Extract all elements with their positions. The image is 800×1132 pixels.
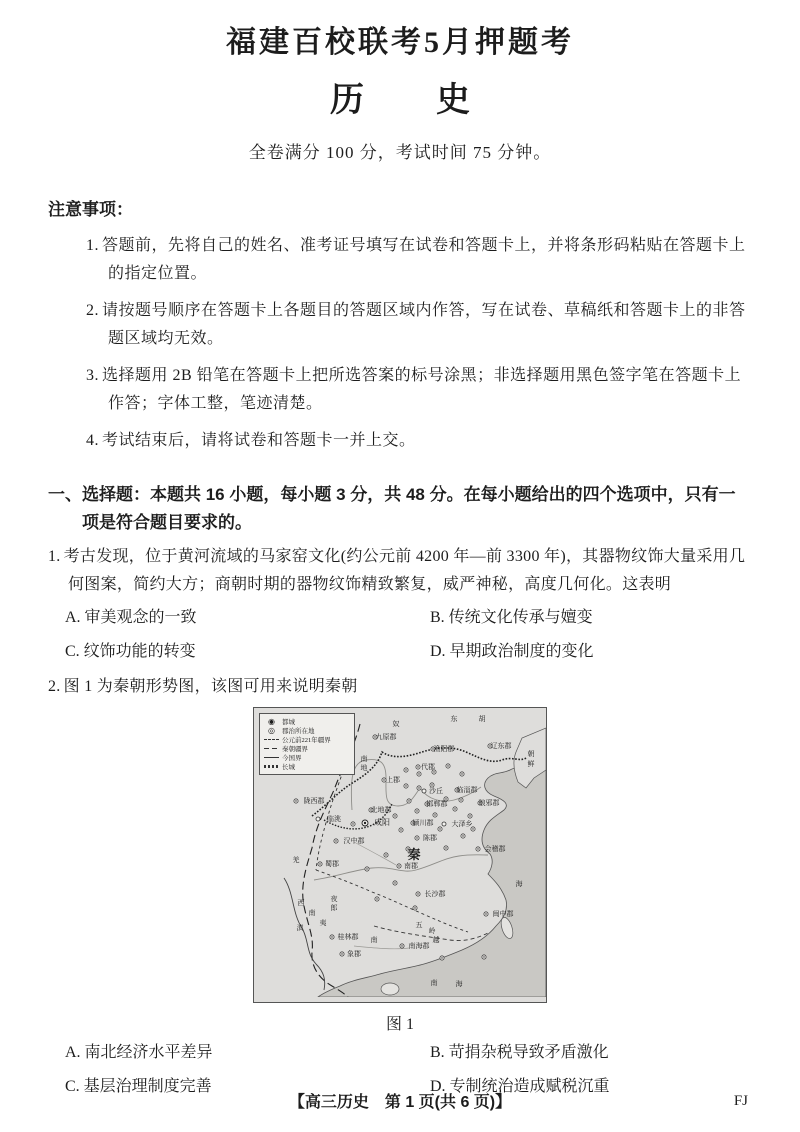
question-2-option-b: B. 苛捐杂税导致矛盾激化 bbox=[430, 1044, 609, 1061]
site-dot bbox=[422, 789, 426, 793]
question-1 bbox=[48, 543, 752, 599]
map-label: 海 bbox=[455, 981, 463, 988]
legend-item bbox=[264, 735, 350, 744]
map-label: 陇西郡 bbox=[303, 798, 325, 805]
map-label: 陈郡 bbox=[423, 835, 437, 842]
commandery-dot-center bbox=[454, 808, 455, 809]
map-label: 颍川郡 bbox=[412, 820, 434, 827]
notice-heading: 注意事项： bbox=[48, 200, 133, 219]
map-hainan-island bbox=[381, 983, 399, 995]
capital-dot-center bbox=[364, 822, 366, 824]
map-label: 郎 bbox=[330, 905, 338, 912]
commandery-dot-center bbox=[405, 769, 406, 770]
map-label: 长沙郡 bbox=[424, 891, 446, 898]
map-label: 汉中郡 bbox=[343, 838, 365, 845]
notice-item-4 bbox=[86, 427, 752, 455]
notice-item-number: 1. bbox=[86, 237, 99, 254]
commandery-dot-center bbox=[319, 863, 320, 864]
map-label: 胡 bbox=[478, 716, 486, 723]
notice-item-number: 2. bbox=[86, 302, 99, 319]
dash-long-symbol-icon bbox=[264, 748, 279, 749]
commandery-dot-center bbox=[462, 835, 463, 836]
commandery-dot-center bbox=[447, 765, 448, 766]
solid-symbol-icon bbox=[264, 757, 279, 758]
legend-label: 秦朝疆界 bbox=[282, 746, 308, 753]
question-2-option-a: A. 南北经济水平差异 bbox=[65, 1044, 213, 1061]
commandery-dot-center bbox=[394, 815, 395, 816]
commandery-dot-center bbox=[295, 800, 296, 801]
notice-item-number: 4. bbox=[86, 432, 99, 449]
notice-section bbox=[48, 195, 752, 455]
question-stem: 考古发现，位于黄河流域的马家窑文化(约公元前 4200 年—前 3300 年)，其器物纹饰大量采用几何图案，简约大方；商朝时期的器物纹饰精致繁复，威严神秘，高度几何化。这表明 bbox=[63, 548, 746, 593]
commandery-dot-center bbox=[477, 848, 478, 849]
notice-item-3 bbox=[86, 362, 752, 418]
wall-symbol-icon bbox=[264, 765, 279, 768]
figure-caption: 图 1 bbox=[385, 1016, 414, 1033]
qin-dynasty-map-figure bbox=[253, 707, 547, 1003]
map-label: 辽东郡 bbox=[490, 743, 512, 750]
map-label: 临淄郡 bbox=[456, 787, 478, 794]
map-label: 北地郡 bbox=[370, 807, 392, 814]
notice-item-text: 答题前，先将自己的姓名、准考证号填写在试卷和答题卡上，并将条形码粘贴在答题卡上的指定位置。 bbox=[102, 237, 746, 282]
dash-small-symbol-icon bbox=[264, 739, 279, 740]
map-label: 南 bbox=[430, 980, 438, 987]
map-legend bbox=[259, 713, 355, 775]
site-dot bbox=[316, 817, 320, 821]
map-label: 渔阳郡 bbox=[433, 746, 455, 753]
commandery-dot-center bbox=[331, 936, 332, 937]
map-label: 代郡 bbox=[421, 764, 435, 771]
commandery-dot-center bbox=[383, 779, 384, 780]
map-label: 南郡 bbox=[404, 863, 418, 870]
legend-label: 今国界 bbox=[282, 755, 302, 762]
question-2-option-d: D. 专制统治造成赋税沉重 bbox=[430, 1078, 610, 1095]
map-label: 地 bbox=[360, 765, 368, 772]
map-label: 蜀郡 bbox=[325, 861, 339, 868]
subject-char-1: 历 bbox=[330, 82, 364, 119]
commandery-dot-center bbox=[469, 815, 470, 816]
legend-label: 长城 bbox=[282, 764, 295, 771]
notice-item-number: 3. bbox=[86, 367, 99, 384]
map-label: 夜 bbox=[330, 896, 338, 903]
map-label: 五 bbox=[415, 922, 423, 929]
commandery-dot-center bbox=[416, 837, 417, 838]
question-2 bbox=[48, 673, 752, 701]
paper-title: 福建百校联考5月押题考 bbox=[226, 26, 574, 59]
map-label: 沙丘 bbox=[429, 788, 443, 795]
commandery-dot-center bbox=[376, 898, 377, 899]
legend-item bbox=[264, 726, 350, 735]
notice-item-text: 考试结束后，请将试卷和答题卡一并上交。 bbox=[102, 432, 416, 449]
commandery-dot-center bbox=[417, 766, 418, 767]
commandery-dot-center bbox=[441, 957, 442, 958]
map-label: 越 bbox=[432, 937, 440, 944]
question-1-option-a: A. 审美观念的一致 bbox=[65, 609, 197, 626]
map-label: 南 bbox=[308, 910, 316, 917]
section-1-heading: 一、选择题：本题共 16 小题，每小题 3 分，共 48 分。在每小题给出的四个选项中，只有一项是符合题目要求的。 bbox=[48, 485, 736, 532]
commandery-dot-center bbox=[400, 829, 401, 830]
map-label: 夷 bbox=[319, 920, 327, 927]
map-legend-rows bbox=[264, 717, 350, 771]
subject-title bbox=[0, 80, 800, 122]
map-label: 临洮 bbox=[327, 816, 341, 823]
commandery-dot-center bbox=[445, 798, 446, 799]
commandery-dot-center bbox=[431, 784, 432, 785]
commandery-dot-center bbox=[366, 868, 367, 869]
notice-item-text: 选择题用 2B 铅笔在答题卡上把所选答案的标号涂黑；非选择题用黑色签字笔在答题卡上作答；字体工整，笔迹清楚。 bbox=[102, 367, 742, 412]
map-label: 西 bbox=[297, 900, 305, 907]
legend-label: 都城 bbox=[282, 719, 295, 726]
legend-item bbox=[264, 744, 350, 753]
commandery-dot-center bbox=[417, 893, 418, 894]
map-label: 朝 bbox=[527, 751, 535, 758]
commandery-dot-center bbox=[472, 828, 473, 829]
page-footer: 【高三历史 第 1 页(共 6 页)】 bbox=[288, 1094, 512, 1111]
site-dot bbox=[442, 822, 446, 826]
paper-code: FJ bbox=[733, 1093, 748, 1109]
commandery-dot-center bbox=[405, 785, 406, 786]
question-1-option-b: B. 传统文化传承与嬗变 bbox=[430, 609, 593, 626]
commandery-dot-center bbox=[352, 823, 353, 824]
legend-item bbox=[264, 762, 350, 771]
legend-label: 公元前221年疆界 bbox=[282, 737, 331, 744]
map-label: 大泽乡 bbox=[451, 821, 473, 828]
legend-item bbox=[264, 753, 350, 762]
paper-header bbox=[0, 0, 800, 163]
map-label: 南 bbox=[370, 937, 378, 944]
question-stem: 图 1 为秦朝形势图，该图可用来说明秦朝 bbox=[63, 678, 358, 695]
commandery-dot-center bbox=[401, 945, 402, 946]
map-label: 象郡 bbox=[347, 951, 361, 958]
commandery-dot-center bbox=[483, 956, 484, 957]
map-label: 咸阳 bbox=[374, 818, 390, 827]
commandery-dot-center bbox=[460, 799, 461, 800]
commandery-dot-center bbox=[398, 865, 399, 866]
question-number: 1. bbox=[48, 548, 61, 565]
commandery-dot-center bbox=[385, 854, 386, 855]
commandery-dot-center bbox=[433, 771, 434, 772]
map-label: 会稽郡 bbox=[484, 846, 506, 853]
question-1-options bbox=[65, 603, 752, 667]
seat-symbol-icon: ◎ bbox=[268, 725, 275, 735]
commandery-dot-center bbox=[439, 828, 440, 829]
map-label: 奴 bbox=[392, 721, 400, 728]
commandery-dot-center bbox=[394, 882, 395, 883]
commandery-dot-center bbox=[414, 907, 415, 908]
map-label: 羌 bbox=[292, 857, 300, 864]
city-symbol-icon: ◉ bbox=[268, 716, 275, 726]
commandery-dot-center bbox=[418, 787, 419, 788]
map-label: 滇 bbox=[296, 925, 304, 932]
commandery-dot-center bbox=[461, 773, 462, 774]
notice-item-1 bbox=[86, 232, 752, 288]
question-number: 2. bbox=[48, 678, 61, 695]
commandery-dot-center bbox=[485, 913, 486, 914]
map-label: 琅邪郡 bbox=[478, 800, 500, 807]
subject-char-2: 史 bbox=[436, 82, 470, 119]
map-label: 东 bbox=[450, 716, 458, 723]
map-label: 上郡 bbox=[386, 777, 400, 784]
map-label: 秦 bbox=[407, 847, 421, 862]
commandery-dot-center bbox=[408, 800, 409, 801]
notice-item-2 bbox=[86, 297, 752, 353]
commandery-dot-center bbox=[335, 840, 336, 841]
question-1-option-c: C. 纹饰功能的转变 bbox=[65, 643, 196, 660]
map-label: 九原郡 bbox=[375, 734, 397, 741]
legend-label: 郡治所在地 bbox=[282, 728, 315, 735]
map-label: 桂林郡 bbox=[337, 934, 359, 941]
commandery-dot-center bbox=[445, 847, 446, 848]
legend-item bbox=[264, 717, 350, 726]
map-label: 南 bbox=[360, 756, 368, 763]
commandery-dot-center bbox=[434, 814, 435, 815]
exam-info-line: 全卷满分 100 分，考试时间 75 分钟。 bbox=[248, 143, 552, 162]
commandery-dot-center bbox=[416, 810, 417, 811]
commandery-dot-center bbox=[341, 953, 342, 954]
map-label: 南海郡 bbox=[408, 943, 430, 950]
notice-item-text: 请按题号顺序在答题卡上各题目的答题区域内作答，写在试卷、草稿纸和答题卡上的非答题区域均无效。 bbox=[102, 302, 746, 347]
commandery-dot-center bbox=[418, 773, 419, 774]
map-label: 邯郸郡 bbox=[426, 801, 448, 808]
map-label: 闽中郡 bbox=[492, 911, 514, 918]
map-label: 鲜 bbox=[527, 761, 535, 768]
question-2-option-c: C. 基层治理制度完善 bbox=[65, 1078, 212, 1095]
map-label: 岭 bbox=[428, 928, 436, 935]
question-1-option-d: D. 早期政治制度的变化 bbox=[430, 643, 594, 660]
map-label: 海 bbox=[515, 881, 523, 888]
